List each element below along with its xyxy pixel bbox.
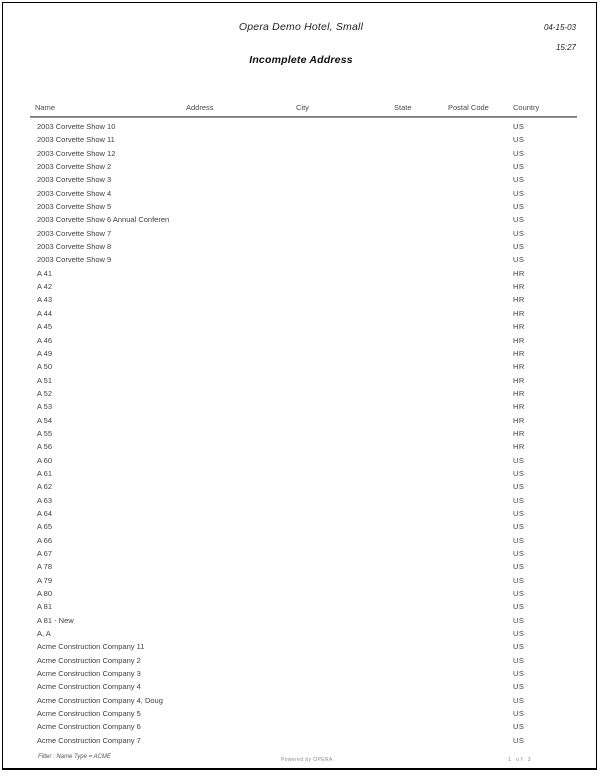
table-row — [30, 534, 577, 547]
row-country-cell: US — [513, 642, 525, 652]
row-country-cell: US — [513, 709, 525, 719]
row-country-cell: HR — [513, 322, 525, 332]
row-name-cell: A 65 — [37, 522, 53, 532]
row-country-cell: US — [513, 482, 525, 492]
row-name-cell: A 44 — [37, 308, 53, 318]
hotel-name: Opera Demo Hotel, Small — [238, 21, 364, 33]
row-country-cell: US — [513, 535, 525, 545]
table-row — [30, 627, 577, 640]
table-row — [30, 307, 577, 320]
row-country-cell: HR — [513, 268, 525, 278]
table-row — [30, 467, 577, 480]
row-country-cell: US — [513, 188, 525, 198]
row-name-cell: A 49 — [37, 348, 53, 358]
table-row — [30, 494, 577, 507]
table-row — [30, 587, 577, 600]
row-country-cell: US — [513, 682, 525, 692]
row-name-cell: Acme Construction Company 4 — [37, 682, 141, 692]
table-row — [30, 187, 577, 200]
table-row — [30, 427, 577, 440]
table-body — [30, 120, 577, 747]
table-row — [30, 680, 577, 693]
row-country-cell: HR — [513, 402, 525, 412]
table-row — [30, 440, 577, 453]
row-name-cell: A 63 — [37, 495, 53, 505]
row-country-cell: HR — [513, 388, 525, 398]
row-country-cell: US — [513, 735, 525, 745]
row-country-cell: US — [513, 522, 525, 532]
row-country-cell: HR — [513, 415, 525, 425]
header-rule — [30, 116, 577, 118]
row-name-cell: A, A — [37, 629, 51, 639]
row-name-cell: 2003 Corvette Show 12 — [37, 148, 116, 158]
table-row — [30, 240, 577, 253]
row-country-cell: US — [513, 148, 525, 158]
row-name-cell: 2003 Corvette Show 2 — [37, 162, 112, 172]
row-name-cell: A 46 — [37, 335, 53, 345]
row-country-cell: HR — [513, 348, 525, 358]
row-name-cell: A 81 — [37, 602, 53, 612]
row-name-cell: A 78 — [37, 562, 53, 572]
table-row — [30, 454, 577, 467]
row-name-cell: 2003 Corvette Show 8 — [37, 242, 112, 252]
table-row — [30, 520, 577, 533]
row-country-cell: US — [513, 242, 525, 252]
row-name-cell: A 51 — [37, 375, 53, 385]
row-country-cell: US — [513, 122, 525, 131]
row-name-cell: Acme Construction Company 7 — [37, 735, 141, 745]
report-time: 15:27 — [555, 43, 576, 52]
row-country-cell: HR — [513, 442, 525, 452]
row-country-cell: US — [513, 549, 525, 558]
row-country-cell: US — [513, 695, 525, 705]
row-country-cell: US — [513, 589, 525, 599]
table-row — [30, 253, 577, 266]
row-name-cell: 2003 Corvette Show 3 — [37, 175, 112, 185]
table-row — [30, 387, 577, 400]
row-country-cell: US — [513, 255, 525, 265]
row-name-cell: A 45 — [37, 322, 53, 332]
row-name-cell: A 50 — [37, 362, 53, 372]
column-header-postal-code: Postal Code — [448, 103, 489, 112]
column-header-city: City — [296, 103, 309, 112]
table-row — [30, 133, 577, 146]
row-name-cell: Acme Construction Company 5 — [37, 709, 141, 719]
column-header-country: Country — [513, 103, 540, 112]
row-country-cell: US — [513, 215, 525, 225]
table-row — [30, 147, 577, 160]
row-country-cell: HR — [513, 375, 525, 385]
table-row — [30, 707, 577, 720]
row-name-cell: 2003 Corvette Show 6 Annual Conferen — [37, 215, 170, 225]
row-name-cell: 2003 Corvette Show 7 — [37, 228, 112, 238]
table-row — [30, 213, 577, 226]
row-country-cell: US — [513, 575, 525, 585]
table-row — [30, 334, 577, 347]
table-row — [30, 200, 577, 213]
row-country-cell: US — [513, 455, 525, 465]
row-country-cell: US — [513, 722, 525, 732]
row-name-cell: Acme Construction Company 11 — [37, 642, 145, 652]
row-name-cell: 2003 Corvette Show 10 — [37, 122, 116, 131]
table-row — [30, 654, 577, 667]
row-name-cell: A 64 — [37, 508, 53, 518]
row-name-cell: A 67 — [37, 549, 53, 558]
row-country-cell: US — [513, 135, 525, 145]
row-country-cell: US — [513, 655, 525, 665]
table-row — [30, 293, 577, 306]
table-row — [30, 360, 577, 373]
table-column-headers — [30, 103, 577, 115]
row-country-cell: HR — [513, 362, 525, 372]
footer-filter-text: Filter : Name Type = ACME — [38, 754, 111, 760]
row-country-cell: HR — [513, 428, 525, 438]
row-name-cell: A 55 — [37, 428, 53, 438]
row-name-cell: Acme Construction Company 6 — [37, 722, 141, 732]
row-name-cell: 2003 Corvette Show 4 — [37, 188, 112, 198]
table-row — [30, 173, 577, 186]
row-name-cell: A 42 — [37, 282, 53, 292]
table-row — [30, 694, 577, 707]
column-header-state: State — [394, 103, 412, 112]
row-country-cell: US — [513, 162, 525, 172]
table-row — [30, 400, 577, 413]
table-row — [30, 560, 577, 573]
row-name-cell: A 53 — [37, 402, 53, 412]
table-row — [30, 280, 577, 293]
table-row — [30, 320, 577, 333]
table-row — [30, 600, 577, 613]
row-name-cell: A 43 — [37, 295, 53, 305]
table-row — [30, 480, 577, 493]
row-name-cell: A 60 — [37, 455, 53, 465]
row-name-cell: A 66 — [37, 535, 53, 545]
footer-page-text: 1 of 3 — [508, 757, 533, 763]
row-country-cell: US — [513, 202, 525, 212]
table-row — [30, 640, 577, 653]
row-country-cell: US — [513, 562, 525, 572]
row-name-cell: Acme Construction Company 2 — [37, 655, 141, 665]
row-country-cell: US — [513, 602, 525, 612]
row-country-cell: HR — [513, 282, 525, 292]
row-name-cell: A 54 — [37, 415, 53, 425]
table-row — [30, 507, 577, 520]
row-country-cell: US — [513, 175, 525, 185]
row-name-cell: 2003 Corvette Show 11 — [37, 135, 115, 145]
row-name-cell: A 81 - New — [37, 615, 74, 625]
row-name-cell: A 52 — [37, 388, 53, 398]
row-name-cell: 2003 Corvette Show 5 — [37, 202, 112, 212]
table-row — [30, 720, 577, 733]
row-country-cell: US — [513, 228, 525, 238]
table-row — [30, 374, 577, 387]
table-row — [30, 414, 577, 427]
table-row — [30, 614, 577, 627]
table-row — [30, 160, 577, 173]
table-row — [30, 347, 577, 360]
row-country-cell: US — [513, 495, 525, 505]
footer-center-text: Powered by OPERA — [281, 757, 333, 763]
row-name-cell: A 41 — [37, 268, 53, 278]
report-date: 04-15-03 — [543, 23, 576, 32]
table-row — [30, 120, 577, 133]
report-title: Incomplete Address — [249, 54, 353, 66]
row-country-cell: US — [513, 629, 525, 639]
column-header-name: Name — [35, 103, 56, 112]
table-row — [30, 734, 577, 747]
row-name-cell: 2003 Corvette Show 9 — [37, 255, 112, 265]
column-header-address: Address — [186, 103, 214, 112]
row-name-cell: Acme Construction Company 4, Doug — [37, 695, 163, 705]
row-country-cell: HR — [513, 295, 525, 305]
row-name-cell: A 62 — [37, 482, 53, 492]
table-row — [30, 227, 577, 240]
row-name-cell: A 80 — [37, 589, 53, 599]
row-country-cell: US — [513, 669, 525, 679]
table-row — [30, 547, 577, 560]
row-country-cell: US — [513, 615, 525, 625]
row-name-cell: A 79 — [37, 575, 53, 585]
row-name-cell: Acme Construction Company 3 — [37, 669, 141, 679]
row-country-cell: HR — [513, 335, 525, 345]
row-country-cell: US — [513, 508, 525, 518]
row-country-cell: HR — [513, 308, 525, 318]
row-country-cell: US — [513, 468, 525, 478]
table-row — [30, 667, 577, 680]
row-name-cell: A 61 — [37, 468, 53, 478]
row-name-cell: A 56 — [37, 442, 53, 452]
table-row — [30, 574, 577, 587]
table-row — [30, 267, 577, 280]
